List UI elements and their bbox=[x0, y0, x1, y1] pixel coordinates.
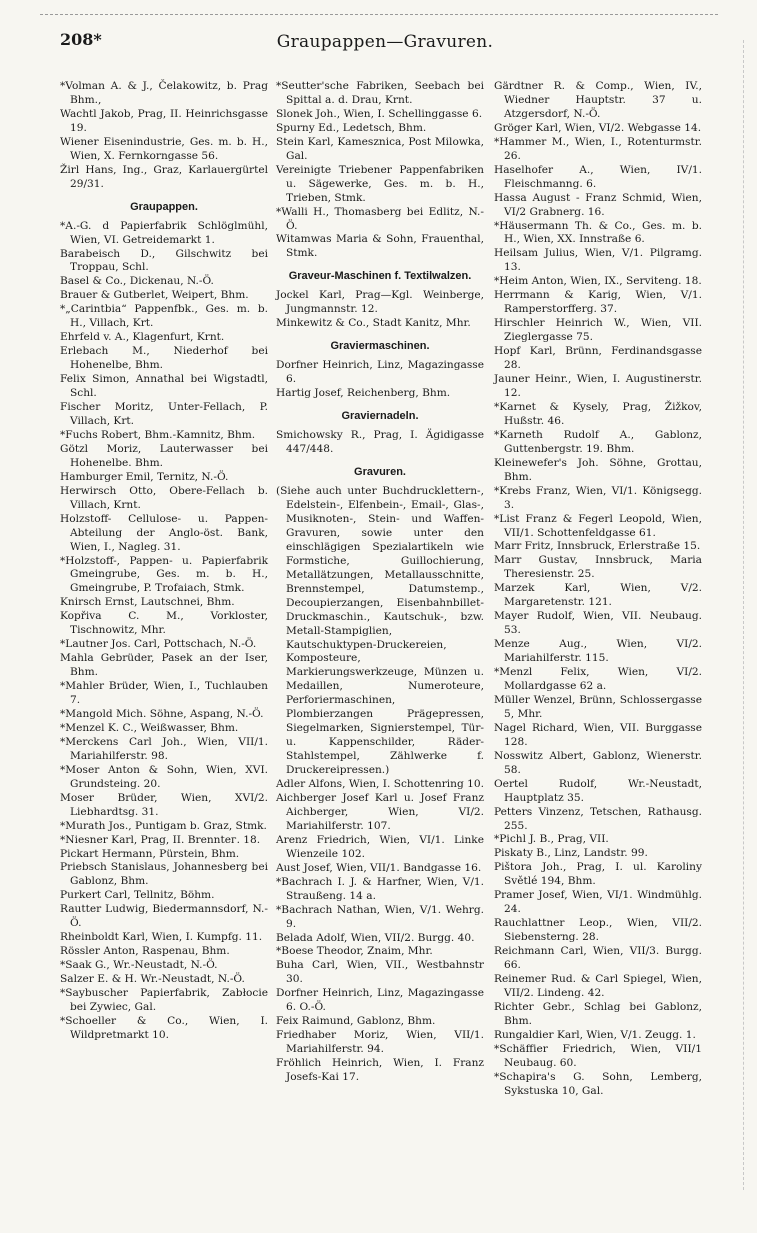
directory-entry: (Siehe auch unter Buchdrucklettern-, Edelstein-, Elfenbein-, Email-, Glas-, Musiknoten-, Stein- und Waffen-Gravuren, sowie unter den einschlägigen Spezialartikeln wie Formstiche, Guillochierung, Metallätzungen, Metallausschnitte, Brennstempel, Datumstemp., Decoupierzangen, Eisenbahnbillet-Druckmaschin., Kautschuk-, bzw. Metall-Stampiglien, Kautschuktypen-Druckereien, Komposteure, Markierungswerkzeuge, Münzen u. Medaillen, Numeroteure, Perforiermaschinen, Plombierzangen Prägepressen, Siegelmarken, Signierstempel, Tür- u. Kappenschilder, Räder-Stahlstempel, Zählwerke f. Druckereipressen.) bbox=[276, 485, 484, 777]
directory-entry: *Lautner Jos. Carl, Pottschach, N.-Ö. bbox=[60, 638, 257, 651]
directory-entry: Brauer & Gutberlet, Weipert, Bhm. bbox=[60, 289, 249, 302]
page-edge-mark bbox=[743, 40, 745, 1190]
page-number: 208* bbox=[60, 30, 102, 49]
directory-entry: Basel & Co., Dickenau, N.-Ö. bbox=[60, 275, 214, 288]
directory-entry: Purkert Carl, Tellnitz, Böhm. bbox=[60, 889, 215, 902]
running-title: Graupappen—Gravuren. bbox=[276, 32, 494, 52]
directory-entry: Müller Wenzel, Brünn, Schlossergasse 5, Mhr. bbox=[494, 693, 702, 720]
directory-entry: Jockel Karl, Prag—Kgl. Weinberge, Jungmannstr. 12. bbox=[276, 289, 484, 316]
directory-entry: *Hammer M., Wien, I., Rotenturmstr. 26. bbox=[494, 135, 702, 162]
directory-entry: Piskaty B., Linz, Landstr. 99. bbox=[494, 847, 648, 860]
directory-entry: *Schapira's G. Sohn, Lemberg, Sykstuska 10, Gal. bbox=[494, 1070, 702, 1097]
column-1 bbox=[60, 80, 268, 1043]
directory-entry: Spurny Ed., Ledetsch, Bhm. bbox=[276, 121, 427, 134]
directory-entry: *Niesner Karl, Prag, II. Brenntег. 18. bbox=[60, 833, 261, 846]
directory-entry: Rössler Anton, Raspenau, Bhm. bbox=[60, 945, 230, 958]
directory-entry: Kleinewefer's Joh. Söhne, Grottau, Bhm. bbox=[494, 456, 702, 483]
directory-entry: Gröger Karl, Wien, VI/2. Webgasse 14. bbox=[494, 121, 702, 134]
directory-entry: Fischer Moritz, Unter-Fellach, P. Villach, Krt. bbox=[60, 401, 268, 427]
directory-entry: Pištora Joh., Prag, I. ul. Karoliny Světlé 194, Bhm. bbox=[494, 861, 702, 888]
directory-entry: Pickart Hermann, Pürstein, Bhm. bbox=[60, 847, 240, 860]
directory-entry: *Mahler Brüder, Wien, I., Tuchlauben 7. bbox=[60, 680, 268, 707]
directory-entry: *Bachrach I. J. & Harfner, Wien, V/1. Straußeng. 14 a. bbox=[276, 875, 484, 902]
directory-entry: Mayer Rudolf, Wien, VII. Neubaug. 53. bbox=[494, 610, 702, 637]
directory-entry: *List Franz & Fegerl Leopold, Wien, VII/1. Schottenfeldgasse 61. bbox=[494, 512, 702, 539]
directory-entry: Aust Josef, Wien, VII/1. Bandgasse 16. bbox=[276, 861, 482, 874]
directory-entry: *Krebs Franz, Wien, VI/1. Königsegg. 3. bbox=[494, 484, 702, 511]
directory-entry: Felix Simon, Annathal bei Wigstadtl, Schl. bbox=[60, 373, 268, 400]
directory-entry: Salzer E. & H. Wr.-Neustadt, N.-Ö. bbox=[60, 973, 245, 986]
directory-entry: Richter Gebr., Schlag bei Gablonz, Bhm. bbox=[494, 1000, 702, 1027]
directory-entry: *Holzstoff-, Pappen- u. Papierfabrik Gmeingrube, Ges. m. b. H., Gmeingrube, P. Trofaiach, Stmk. bbox=[60, 554, 268, 595]
directory-entry: *Merckens Carl Joh., Wien, VII/1. Mariahilferstr. 98. bbox=[60, 735, 268, 762]
directory-entry: Götzl Moriz, Lauterwasser bei Hohenelbe. Bhm. bbox=[60, 442, 268, 469]
directory-entry: Herrmann & Karig, Wien, V/1. Ramperstorfferg. 37. bbox=[494, 289, 702, 316]
directory-entry: *Boese Theodor, Znaim, Mhr. bbox=[276, 945, 433, 958]
section-heading: Graviermaschinen. bbox=[330, 340, 430, 353]
directory-entry: *Moser Anton & Sohn, Wien, XVI. Grundsteing. 20. bbox=[60, 763, 268, 790]
directory-entry: *Menzl Felix, Wien, VI/2. Mollardgasse 62 a. bbox=[494, 666, 702, 692]
directory-entry: *Schäffier Friedrich, Wien, VII/1 Neubaug. 60. bbox=[494, 1042, 702, 1069]
column-2 bbox=[276, 80, 484, 1085]
directory-entry: Wiener Eisenindustrie, Ges. m. b. H., Wien, X. Fernkorngasse 56. bbox=[60, 135, 268, 162]
directory-entry: Holzstoff- Cellulose- u. Pappen-Abteilung der Anglo-öst. Bank, Wien, I., Nagleg. 31. bbox=[60, 512, 268, 553]
directory-entry: *Walli H., Thomasberg bei Edlitz, N.-Ö. bbox=[276, 205, 484, 232]
directory-entry: *Karnet & Kysely, Prag, Žižkov, Hußstr. 46. bbox=[494, 400, 702, 427]
directory-entry: Rauchlattner Leop., Wien, VII/2. Siebensterng. 28. bbox=[494, 917, 702, 944]
directory-entry: *Volman A. & J., Čelakowitz, b. Prag Bhm., bbox=[60, 80, 268, 106]
directory-entry: Wachtl Jakob, Prag, II. Heinrichsgasse 19. bbox=[60, 107, 268, 134]
directory-entry: Aichberger Josef Karl u. Josef Franz Aichberger, Wien, VI/2. Mariahilferstr. 107. bbox=[276, 791, 484, 832]
directory-entry: Priebsch Stanislaus, Johannesberg bei Gablonz, Bhm. bbox=[60, 861, 268, 888]
directory-entry: Barabeisch D., Gilschwitz bei Troppau, Schl. bbox=[60, 247, 268, 274]
directory-entry: Kopřiva C. M., Vorkloster, Tischnowitz, Mhr. bbox=[60, 610, 268, 637]
directory-entry: Hartig Josef, Reichenberg, Bhm. bbox=[276, 387, 451, 400]
directory-entry: Fröhlich Heinrich, Wien, I. Franz Josefs-Kai 17. bbox=[276, 1057, 484, 1084]
section-heading: Graupappen. bbox=[130, 200, 198, 213]
directory-entry: Heilsam Julius, Wien, V/1. Pilgramg. 13. bbox=[494, 247, 702, 274]
directory-entry: Haselhofer A., Wien, IV/1. Fleischmanng. 6. bbox=[494, 163, 702, 190]
directory-entry: Rheinboldt Karl, Wien, I. Kumpfg. 11. bbox=[60, 931, 263, 944]
directory-entry: *Saak G., Wr.-Neustadt, N.-Ö. bbox=[60, 959, 218, 972]
directory-entry: *A.-G. d Papierfabrik Schlöglmühl, Wien, VI. Getreidemarkt 1. bbox=[60, 219, 268, 246]
directory-entry: Reichmann Carl, Wien, VII/3. Burgg. 66. bbox=[494, 945, 702, 972]
directory-entry: *Murath Jos., Puntigam b. Graz, Stmk. bbox=[60, 819, 267, 832]
directory-entry: Jauner Heinr., Wien, I. Augustinerstr. 12. bbox=[494, 373, 702, 399]
directory-entry: Dorfner Heinrich, Linz, Magazingasse 6. O.-Ö. bbox=[276, 987, 484, 1014]
section-heading: Graveur-Maschinen f. Textilwalzen. bbox=[288, 270, 472, 283]
directory-entry: *Saybuscher Papierfabrik, Zabłocie bei Zywiec, Gal. bbox=[60, 987, 268, 1013]
column-3 bbox=[494, 80, 702, 1099]
directory-entry: Friedhaber Moriz, Wien, VII/1. Mariahilferstr. 94. bbox=[276, 1029, 484, 1056]
top-dashed-rule bbox=[40, 14, 718, 15]
directory-entry: Arenz Friedrich, Wien, VI/1. Linke Wienzeile 102. bbox=[276, 833, 484, 860]
directory-entry: *Häusermann Th. & Co., Ges. m. b. H., Wien, XX. Innstraße 6. bbox=[494, 219, 702, 246]
directory-entry: Ehrfeld v. A., Klagenfurt, Krnt. bbox=[60, 331, 225, 344]
directory-entry: Rautter Ludwig, Biedermannsdorf, N.-Ö. bbox=[60, 903, 268, 930]
directory-entry: *Seutter'sche Fabriken, Seebach bei Spittal a. d. Drau, Krnt. bbox=[276, 80, 484, 106]
directory-entry: Moser Brüder, Wien, XVI/2. Liebhardtsg. 31. bbox=[60, 791, 268, 818]
directory-entry: Menze Aug., Wien, VI/2. Mariahilferstr. 115. bbox=[494, 638, 702, 665]
directory-entry: *Pichl J. B., Prag, VII. bbox=[494, 833, 609, 846]
directory-entry: Hassa August - Franz Schmid, Wien, VI/2 Grabnerg. 16. bbox=[494, 191, 702, 218]
directory-entry: Hamburger Emil, Ternitz, N.-Ö. bbox=[60, 470, 229, 483]
directory-entry: Buha Carl, Wien, VII., Westbahnstr 30. bbox=[276, 959, 484, 986]
directory-entry: Pramer Josef, Wien, VI/1. Windmühlg. 24. bbox=[494, 889, 702, 916]
directory-entry: *Schoeller & Co., Wien, I. Wildpretmarkt 10. bbox=[60, 1014, 268, 1041]
directory-entry: Reinemer Rud. & Carl Spiegel, Wien, VII/2. Lindeng. 42. bbox=[494, 973, 702, 999]
section-heading: Graviernadeln. bbox=[341, 410, 419, 423]
directory-entry: *Heim Anton, Wien, IX., Serviteng. 18. bbox=[494, 275, 702, 288]
directory-entry: Adler Alfons, Wien, I. Schottenring 10. bbox=[276, 778, 484, 791]
directory-entry: Smichowsky R., Prag, I. Ägidigasse 447/448. bbox=[276, 429, 484, 456]
directory-entry: Dorfner Heinrich, Linz, Magazingasse 6. bbox=[276, 359, 484, 386]
directory-entry: Nosswitz Albert, Gablonz, Wienerstr. 58. bbox=[494, 749, 702, 776]
directory-entry: Marr Fritz, Innsbruck, Erlerstraße 15. bbox=[494, 540, 701, 553]
directory-entry: Herwirsch Otto, Obere-Fellach b. Villach, Krnt. bbox=[60, 484, 268, 511]
directory-entry: Mahla Gebrüder, Pasek an der Iser, Bhm. bbox=[60, 652, 268, 679]
directory-entry: Hopf Karl, Brünn, Ferdinandsgasse 28. bbox=[494, 345, 702, 372]
directory-entry: Marr Gustav, Innsbruck, Maria Theresienstr. 25. bbox=[494, 554, 702, 581]
directory-entry: Slonek Joh., Wien, I. Schellinggasse 6. bbox=[276, 107, 483, 120]
directory-entry: Oertel Rudolf, Wr.-Neustadt, Hauptplatz 35. bbox=[494, 777, 702, 804]
page-header bbox=[60, 30, 710, 58]
directory-entry: Marzek Karl, Wien, V/2. Margaretenstr. 121. bbox=[494, 582, 702, 609]
directory-entry: *Karneth Rudolf A., Gablonz, Guttenbergstr. 19. Bhm. bbox=[494, 428, 702, 455]
directory-entry: Hirschler Heinrich W., Wien, VII. Zieglergasse 75. bbox=[494, 317, 702, 344]
section-heading: Gravuren. bbox=[354, 466, 406, 479]
directory-entry: Rungaldier Karl, Wien, V/1. Zeugg. 1. bbox=[494, 1028, 696, 1041]
directory-entry: Stein Karl, Kamesznica, Post Milowka, Gal. bbox=[276, 135, 484, 162]
directory-entry: *„Carintbia“ Pappenfbk., Ges. m. b. H., Villach, Krt. bbox=[60, 303, 268, 330]
directory-entry: Erlebach M., Niederhof bei Hohenelbe, Bhm. bbox=[60, 345, 268, 372]
directory-entry: Vereinigte Triebener Pappenfabriken u. Sägewerke, Ges. m. b. H., Trieben, Stmk. bbox=[276, 163, 484, 204]
directory-entry: Feix Raimund, Gablonz, Bhm. bbox=[276, 1015, 436, 1028]
directory-entry: Petters Vinzenz, Tetschen, Rathausg. 255. bbox=[494, 805, 702, 832]
directory-entry: Žirl Hans, Ing., Graz, Karlauergürtel 29/31. bbox=[60, 163, 268, 190]
directory-entry: Knirsch Ernst, Lautschnei, Bhm. bbox=[60, 596, 235, 609]
directory-entry: *Menzel K. C., Weißwasser, Bhm. bbox=[60, 721, 239, 734]
directory-entry: Minkewitz & Co., Stadt Kanitz, Mhr. bbox=[276, 317, 471, 330]
directory-entry: Nagel Richard, Wien, VII. Burggasse 128. bbox=[494, 721, 702, 748]
directory-entry: Witamwas Maria & Sohn, Frauenthal, Stmk. bbox=[276, 233, 484, 260]
directory-entry: *Mangold Mich. Söhne, Aspang, N.-Ö. bbox=[60, 707, 264, 720]
directory-entry: *Bachrach Nathan, Wien, V/1. Wehrg. 9. bbox=[276, 903, 484, 930]
directory-entry: Gärdtner R. & Comp., Wien, IV., Wiedner Hauptstr. 37 u. Atzgersdorf, N.-Ö. bbox=[494, 80, 702, 120]
directory-entry: *Fuchs Robert, Bhm.-Kamnitz, Bhm. bbox=[60, 428, 256, 441]
directory-entry: Belada Adolf, Wien, VII/2. Burgg. 40. bbox=[276, 931, 475, 944]
